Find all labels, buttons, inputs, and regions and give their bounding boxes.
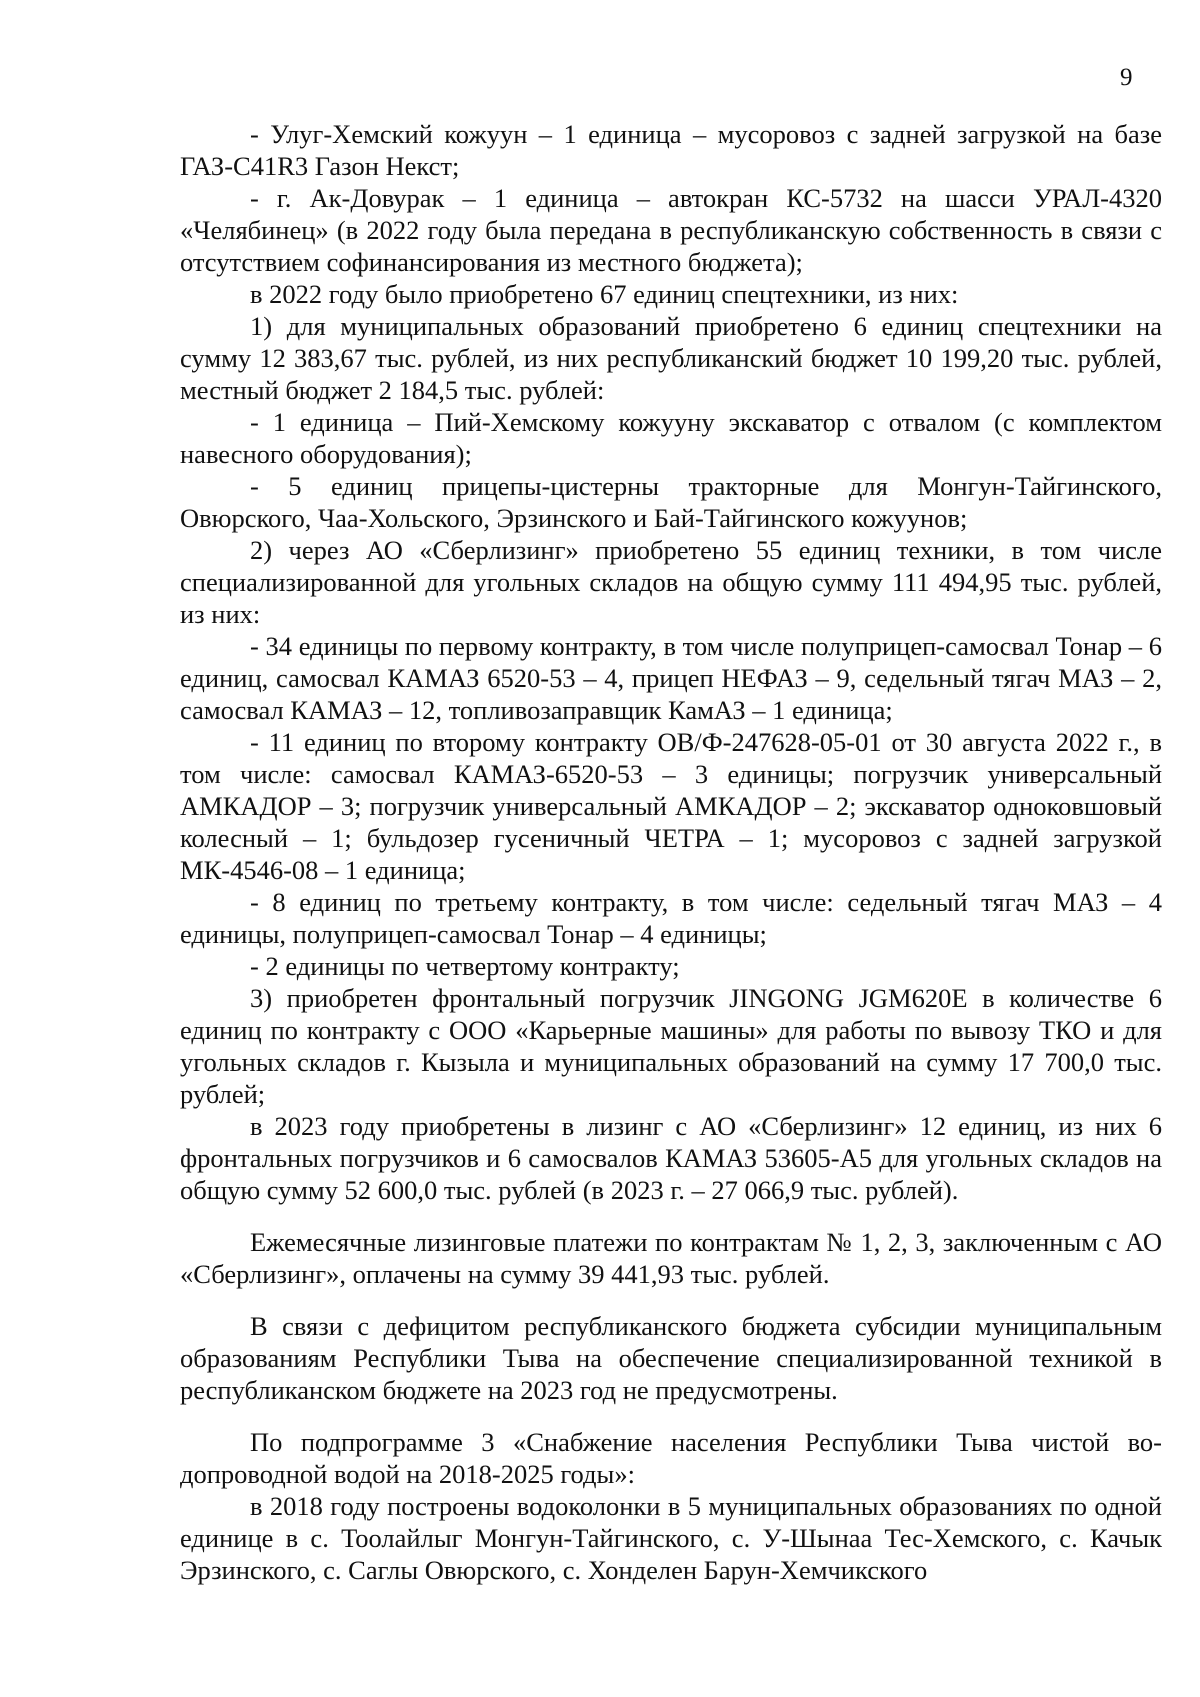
paragraph: 1) для муниципальных образований приобретено 6 единиц спецтехники на сумму 12 383,67 тыс. рублей, из них республиканский бюджет 10 199,20 тыс. рублей, местный бюджет 2 184,5 тыс. рублей:: [180, 311, 1162, 405]
paragraph: 2) через АО «Сберлизинг» приобретено 55 единиц техники, в том числе специализированной для угольных складов на общую сумму 111 494,95 тыс. рублей, из них:: [180, 535, 1162, 629]
paragraph: - г. Ак-Довурак – 1 единица – автокран КС-5732 на шасси УРАЛ-4320 «Челябинец» (в 2022 году была передана в республиканскую собственность в связи с отсутствием софинансирования из местного бюджета);: [180, 183, 1162, 277]
paragraph: Ежемесячные лизинговые платежи по контрактам № 1, 2, 3, заключенным с АО «Сберлизинг», оплачены на сумму 39 441,93 тыс. рублей.: [180, 1227, 1162, 1289]
paragraph: - 2 единицы по четвертому контракту;: [250, 951, 680, 981]
paragraph: в 2022 году было приобретено 67 единиц спецтехники, из них:: [250, 279, 959, 309]
paragraph: - Улуг-Хемский кожуун – 1 единица – мусоровоз с задней загрузкой на базе ГАЗ-C41R3 Газон Некст;: [180, 119, 1162, 181]
paragraph: в 2018 году построены водоколонки в 5 муниципальных образованиях по одной единице в с. Тоолайлыг Монгун-Тайгинского, с. У-Шынаа Тес-Хемского, с. Качык Эрзинского, с. Саглы Овюрского, с. Хонделен Барун-Хемчикского: [180, 1491, 1162, 1585]
paragraph: - 8 единиц по третьему контракту, в том числе: седельный тягач МАЗ – 4 единицы, полуприцеп-самосвал Тонар – 4 единицы;: [180, 887, 1162, 949]
paragraph: - 5 единиц прицепы-цистерны тракторные для Монгун-Тайгинского, Овюрского, Чаа-Хольского, Эрзинского и Бай-Тайгинского кожуунов;: [180, 471, 1162, 533]
paragraph: - 1 единица – Пий-Хемскому кожууну экскаватор с отвалом (с комплектом навесного оборудования);: [180, 407, 1162, 469]
paragraph: 3) приобретен фронтальный погрузчик JINGONG JGM620E в количестве 6 единиц по контракту с ООО «Карьерные машины» для работы по вывозу ТКО и для угольных складов г. Кызыла и муниципальных образований на сумму 17 700,0 тыс. рублей;: [180, 983, 1162, 1109]
paragraph: По подпрограмме 3 «Снабжение населения Республики Тыва чистой водопроводной водой на 2018-2025 годы»:: [180, 1427, 1162, 1489]
document-body: [180, 118, 1162, 1586]
paragraph: - 11 единиц по второму контракту ОВ/Ф-247628-05-01 от 30 августа 2022 г., в том числе: самосвал КАМАЗ-6520-53 – 3 единицы; погрузчик универсальный АМКАДОР – 3; погрузчик универсальный АМКАДОР – 2; экскаватор одноковшовый колесный – 1; бульдозер гусеничный ЧЕТРА – 1; мусоровоз с задней загрузкой МК-4546-08 – 1 единица;: [180, 727, 1162, 885]
paragraph: - 34 единицы по первому контракту, в том числе полуприцеп-самосвал Тонар – 6 единиц, самосвал КАМАЗ 6520-53 – 4, прицеп НЕФАЗ – 9, седельный тягач МАЗ – 2, самосвал КАМАЗ – 12, топливозаправщик КамАЗ – 1 единица;: [180, 631, 1162, 725]
paragraph: в 2023 году приобретены в лизинг с АО «Сберлизинг» 12 единиц, из них 6 фронтальных погрузчиков и 6 самосвалов КАМАЗ 53605-А5 для угольных складов на общую сумму 52 600,0 тыс. рублей (в 2023 г. – 27 066,9 тыс. рублей).: [180, 1111, 1162, 1205]
paragraph: В связи с дефицитом республиканского бюджета субсидии муниципальным образованиям Республики Тыва на обеспечение специализированной техникой в республиканском бюджете на 2023 год не предусмотрены.: [180, 1311, 1162, 1405]
page-number: 9: [1120, 64, 1133, 91]
